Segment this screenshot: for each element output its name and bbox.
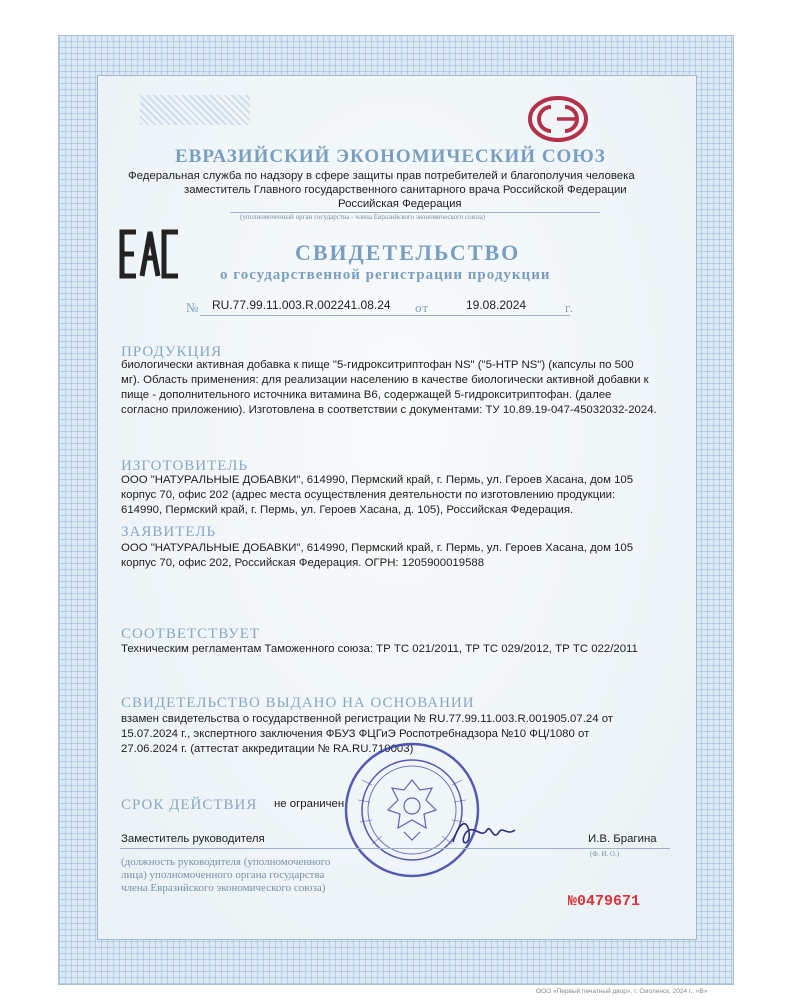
conformity-text: Техническим регламентам Таможенного союза: ТР ТС 021/2011, ТР ТС 029/2012, ТР ТС 022/2011 [121,643,638,655]
basis-line-2: 15.07.2024 г., экспертного заключения ФБУЗ ФЦГиЭ Роспотребнадзора №10 ФЦ/1080 от [121,728,590,740]
authority-line-2: заместитель Главного государственного санитарного врача Российской Федерации [184,184,627,196]
registration-number: RU.77.99.11.003.R.002241.08.24 [212,298,391,312]
validity-value: не ограничен [274,798,345,810]
manufacturer-line-2: корпус 70, офис 202 (адрес места осуществления деятельности по изготовлению продукции: [121,489,616,501]
signatory-caption-3: члена Евразийского экономического союза) [121,882,326,894]
product-line-2: мг). Область применения: для реализации населению в качестве биологически активной добавки к [121,374,649,386]
certificate-title: СВИДЕТЕЛЬСТВО [295,240,521,265]
conformity-label: СООТВЕТСТВУЕТ [121,626,261,642]
certificate-subtitle: о государственной регистрации продукции [220,267,551,283]
authority-caption: (уполномоченный орган государства - члена Евразийского экономического союза) [240,213,486,221]
validity-label: СРОК ДЕЙСТВИЯ [121,797,258,813]
signatory-caption-2: лица) уполномоченного органа государства [121,869,325,881]
year-suffix: г. [565,300,575,315]
guilloche-pattern [140,95,250,125]
printer-note: ООО «Первый печатный двор», г. Смоленск, 2024 г., «В» [536,988,708,995]
applicant-line-2: корпус 70, офис 202, Российская Федерация. ОГРН: 1205900019588 [121,557,485,569]
from-label: от [415,300,430,315]
signatory-name: И.В. Брагина [588,833,657,845]
serial-number: №0479671 [568,893,641,910]
handwritten-signature [445,812,525,852]
product-line-1: биологически активная добавка к пище "5-гидрокситриптофан NS" ("5-HTP NS") (капсулы по 500 [121,359,634,371]
manufacturer-label: ИЗГОТОВИТЕЛЬ [121,458,249,474]
signatory-position: Заместитель руководителя [121,833,265,845]
applicant-label: ЗАЯВИТЕЛЬ [121,524,217,540]
basis-line-1: взамен свидетельства о государственной регистрации № RU.77.99.11.003.R.001905.07.24 от [121,713,614,725]
fio-caption: (Ф. И. О.) [590,850,620,858]
basis-label: СВИДЕТЕЛЬСТВО ВЫДАНО НА ОСНОВАНИИ [121,695,475,711]
basis-line-3: 27.06.2024 г. (аттестат аккредитации № RA.RU.710003) [121,743,414,755]
eac-mark-logo [118,228,182,280]
signatory-caption-1: (должность руководителя (уполномоченного [121,856,331,868]
union-title: ЕВРАЗИЙСКИЙ ЭКОНОМИЧЕСКИЙ СОЮЗ [175,146,606,167]
product-line-4: согласно приложению). Изготовлена в соответствии с документами: ТУ 10.89.19-047-45032032-2024. [121,404,657,416]
manufacturer-line-3: 614990, Пермский край, г. Пермь, ул. Героев Хасана, д. 105), Российская Федерация. [121,504,574,516]
number-label: № [186,300,200,315]
registration-date: 19.08.2024 [466,298,527,312]
product-label: ПРОДУКЦИЯ [121,344,223,360]
manufacturer-line-1: ООО "НАТУРАЛЬНЫЕ ДОБАВКИ", 614990, Пермский край, г. Пермь, ул. Героев Хасана, дом 105 [121,474,634,486]
authority-line-1: Федеральная служба по надзору в сфере защиты прав потребителей и благополучия человека [128,170,635,182]
authority-line-3: Российская Федерация [338,198,462,210]
official-seal-icon [342,740,482,880]
eurasian-union-emblem-icon [527,95,589,143]
product-line-3: пище - дополнительного источника витамина В6, содержащей 5-гидрокситриптофан. (далее [121,389,612,401]
applicant-line-1: ООО "НАТУРАЛЬНЫЕ ДОБАВКИ", 614990, Пермский край, г. Пермь, ул. Героев Хасана, дом 105 [121,542,634,554]
